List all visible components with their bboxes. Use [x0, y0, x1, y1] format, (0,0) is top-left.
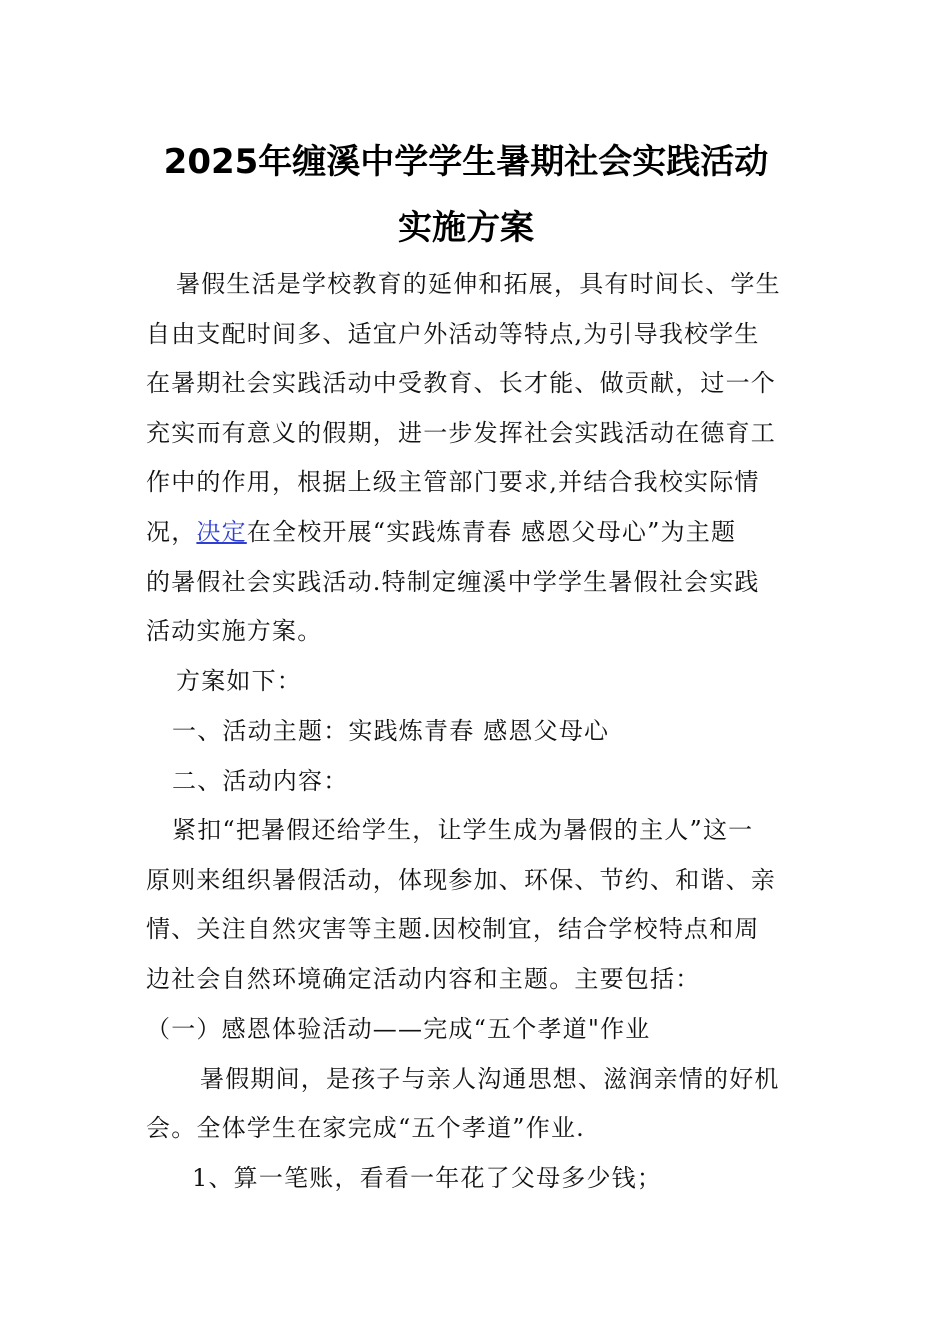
intro-line-7: 的暑假社会实践活动.特制定缠溪中学学生暑假社会实践 — [146, 568, 760, 596]
intro-line-6 — [146, 517, 736, 547]
intro-line-6-end: 在全校开展“实践炼青春 感恩父母心”为主题 — [246, 518, 737, 546]
subsection-1-line-1: 暑假期间，是孩子与亲人沟通思想、滋润亲情的好机 — [200, 1065, 780, 1093]
intro-line-4: 充实而有意义的假期，进一步发挥社会实践活动在德育工 — [146, 419, 776, 447]
content-line-2: 原则来组织暑假活动，体现参加、环保、节约、和谐、亲 — [146, 866, 776, 894]
intro-line-2: 自由支配时间多、适宜户外活动等特点,为引导我校学生 — [146, 320, 760, 348]
subsection-1-line-2: 会。全体学生在家完成“五个孝道”作业. — [146, 1114, 585, 1142]
intro-line-8: 活动实施方案。 — [146, 617, 323, 645]
plan-heading: 方案如下： — [176, 667, 302, 695]
decide-link[interactable]: 决定 — [196, 518, 247, 546]
document-title-line-1: 2025年缠溪中学学生暑期社会实践活动 — [163, 142, 769, 182]
intro-line-5: 作中的作用，根据上级主管部门要求,并结合我校实际情 — [146, 468, 760, 496]
section-2-heading: 二、活动内容： — [172, 767, 349, 795]
content-line-1: 紧扣“把暑假还给学生，让学生成为暑假的主人”这一 — [172, 816, 754, 844]
intro-line-1: 暑假生活是学校教育的延伸和拓展，具有时间长、学生 — [176, 270, 781, 298]
content-line-3: 情、关注自然灾害等主题.因校制宜，结合学校特点和周 — [146, 915, 760, 943]
subsection-1-heading: （一）感恩体验活动——完成“五个孝道"作业 — [146, 1015, 651, 1043]
intro-line-3: 在暑期社会实践活动中受教育、长才能、做贡献，过一个 — [146, 369, 776, 397]
section-1-heading: 一、活动主题：实践炼青春 感恩父母心 — [172, 717, 610, 745]
document-title-line-2: 实施方案 — [398, 208, 534, 248]
intro-line-6-start: 况， — [146, 518, 197, 546]
content-line-4: 边社会自然环境确定活动内容和主题。主要包括： — [146, 965, 701, 993]
list-item-1: 1、算一笔账，看看一年花了父母多少钱； — [192, 1164, 663, 1192]
